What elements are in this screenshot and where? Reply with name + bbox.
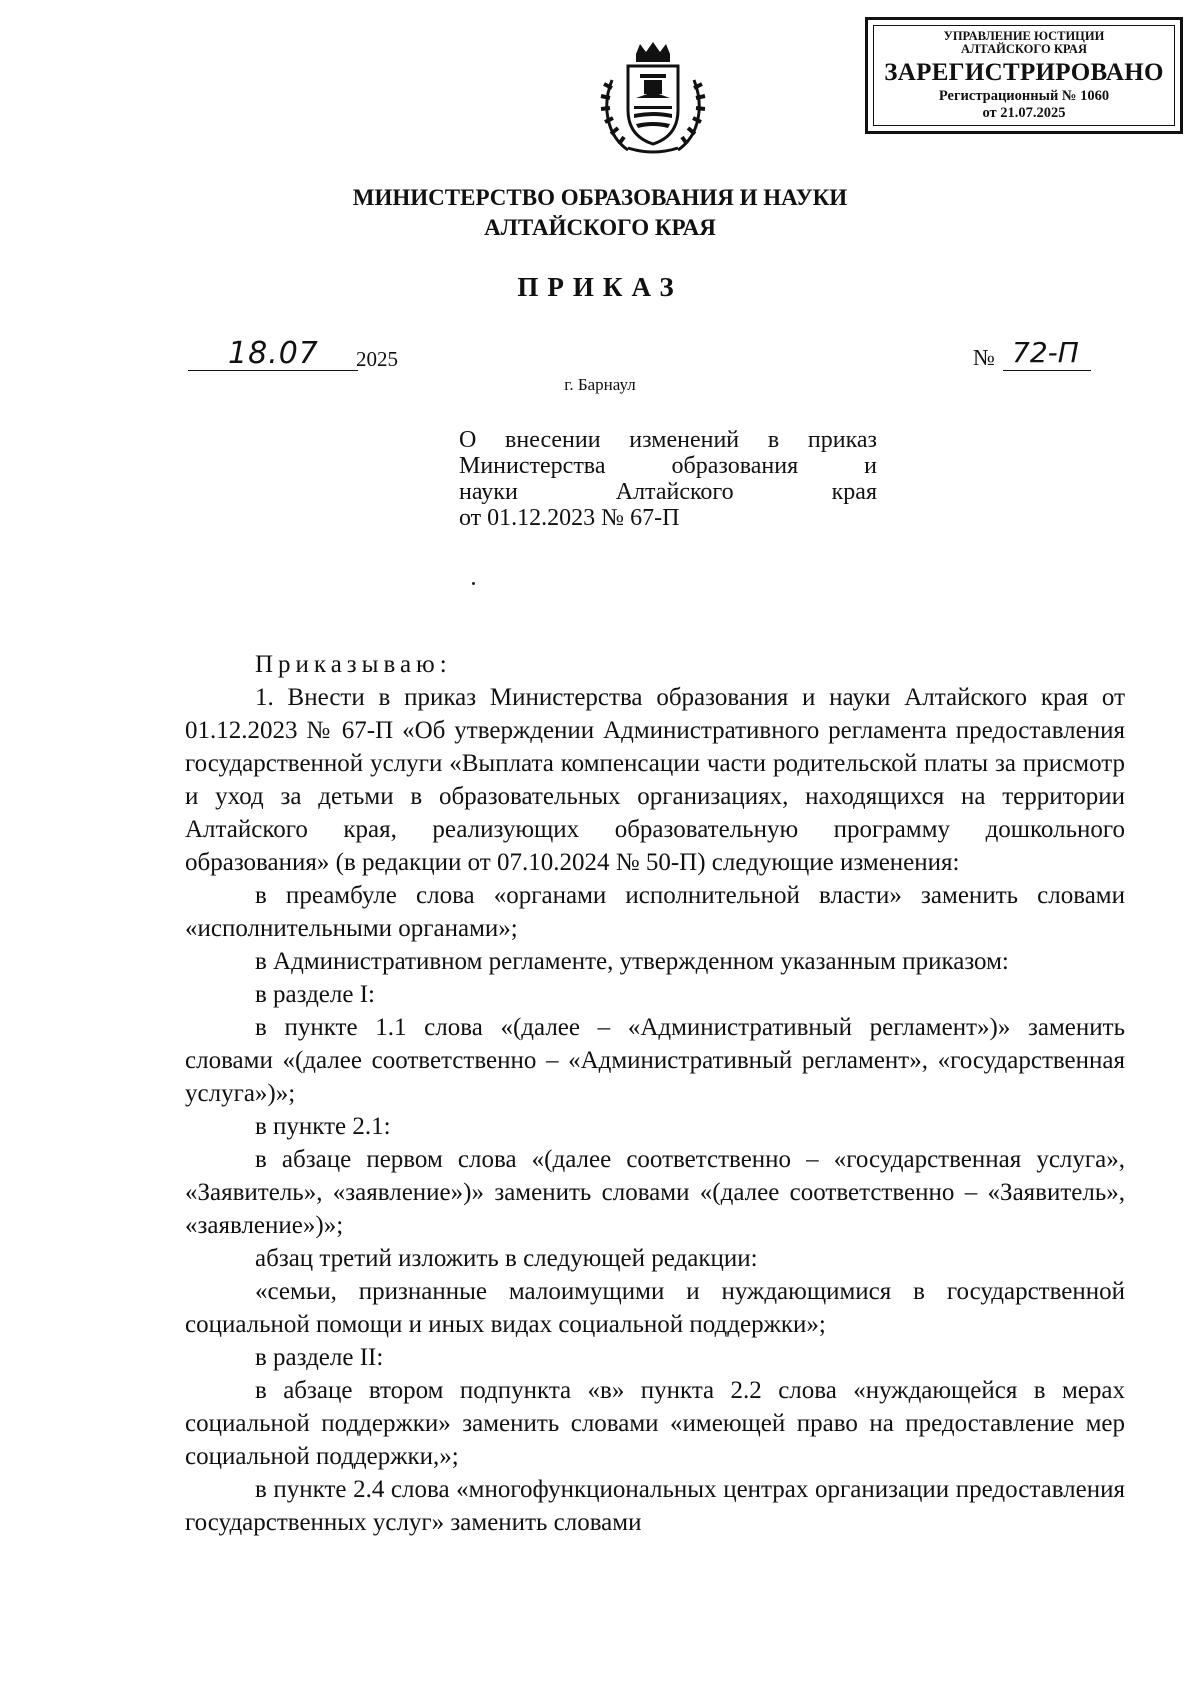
ministry-line2: АЛТАЙСКОГО КРАЯ bbox=[484, 215, 716, 240]
body-paragraph: в разделе I: bbox=[255, 981, 375, 1008]
body-paragraph: в абзаце втором подпункта «в» пункта 2.2 слова «нуждающейся в мерах социальной поддержки» заменить словами «имеющей право на предоставление мер социальной поддержки,»; bbox=[185, 1377, 1125, 1470]
body-paragraph: в абзаце первом слова «(далее соответственно – «государственная услуга», «Заявитель», «заявление»)» заменить словами «(далее соответственно – «Заявитель», «заявление»)»; bbox=[185, 1146, 1125, 1239]
document-body bbox=[185, 648, 1125, 1539]
ministry-line1: МИНИСТЕРСТВО ОБРАЗОВАНИЯ И НАУКИ bbox=[352, 185, 848, 210]
body-paragraph: «семьи, признанные малоимущими и нуждающимися в государственной социальной помощи и иных видах социальной поддержки»; bbox=[185, 1278, 1125, 1338]
document-year: 2025 bbox=[356, 347, 398, 371]
stamp-org-line2: АЛТАЙСКОГО КРАЯ bbox=[961, 42, 1087, 56]
body-paragraph: в пункте 2.1: bbox=[255, 1113, 391, 1140]
document-subject bbox=[459, 427, 877, 531]
coat-of-arms-icon bbox=[598, 40, 708, 158]
body-paragraph: в пункте 2.4 слова «многофункциональных центрах организации предоставления государственных услуг» заменить словами bbox=[185, 1476, 1125, 1536]
body-paragraph: в разделе II: bbox=[255, 1344, 384, 1371]
stamp-status: ЗАРЕГИСТРИРОВАНО bbox=[884, 59, 1164, 86]
subject-line3: науки Алтайского края bbox=[459, 479, 877, 505]
body-paragraph: абзац третий изложить в следующей редакции: bbox=[255, 1245, 758, 1272]
subject-line4: от 01.12.2023 № 67-П bbox=[459, 505, 680, 531]
registration-stamp bbox=[865, 17, 1183, 134]
stamp-inner-frame bbox=[873, 25, 1175, 126]
stray-dot bbox=[472, 582, 475, 585]
order-lead: Приказываю: bbox=[255, 651, 452, 678]
number-label: № bbox=[973, 345, 995, 370]
subject-line1: О внесении изменений в приказ bbox=[459, 427, 877, 453]
city-name: г. Барнаул bbox=[564, 375, 636, 394]
stamp-reg-date: от 21.07.2025 bbox=[982, 105, 1066, 121]
body-paragraph: в преамбуле слова «органами исполнительной власти» заменить словами «исполнительными органами»; bbox=[185, 882, 1125, 942]
stamp-reg-number: Регистрационный № 1060 bbox=[938, 88, 1110, 104]
ministry-name bbox=[0, 183, 1200, 243]
stamp-org-line1: УПРАВЛЕНИЕ ЮСТИЦИИ bbox=[943, 29, 1105, 43]
body-paragraph: 1. Внести в приказ Министерства образования и науки Алтайского края от 01.12.2023 № 67-П «Об утверждении Административного регламента предоставления государственной услуги «Выплата компенсации части родительской платы за присмотр и уход за детьми в образовательных организациях, находящихся на территории Алтайского края, реализующих образовательную программу дошкольного образования» (в редакции от 07.10.2024 № 50-П) следующие изменения: bbox=[185, 684, 1125, 876]
stamp-organization bbox=[874, 30, 1174, 56]
body-paragraph: в Административном регламенте, утвержденном указанным приказом: bbox=[255, 948, 1009, 975]
document-type-title: ПРИКАЗ bbox=[517, 272, 683, 302]
body-paragraph: в пункте 1.1 слова «(далее – «Административный регламент»)» заменить словами «(далее соответственно – «Административный регламент», «государственная услуга»)»; bbox=[185, 1014, 1125, 1107]
handwritten-number: 72-П bbox=[1012, 336, 1079, 369]
subject-line2: Министерства образования и bbox=[459, 453, 877, 479]
handwritten-date: 18.07 bbox=[228, 336, 319, 371]
